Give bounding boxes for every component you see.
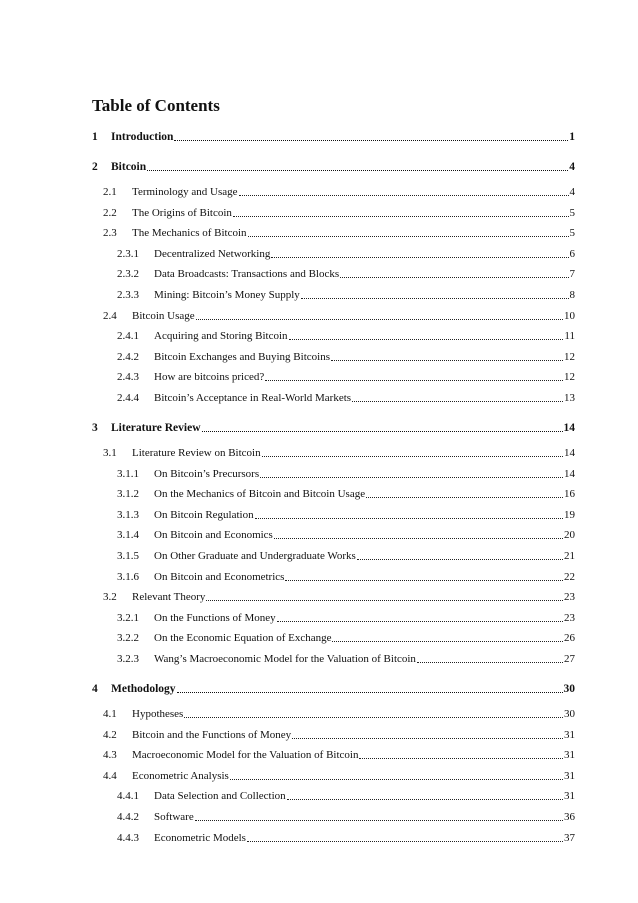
dot-leader <box>239 185 569 196</box>
toc-entry-number: 2.2 <box>103 207 117 219</box>
toc-entry-page-number: 30 <box>564 708 575 720</box>
dot-leader <box>287 789 563 800</box>
dot-leader <box>174 130 568 141</box>
toc-entry-label: Decentralized Networking <box>154 248 271 260</box>
toc-entry-label: Relevant Theory <box>132 591 206 603</box>
toc-entry-number: 4.3 <box>103 749 117 761</box>
toc-entry-label: Terminology and Usage <box>132 186 238 198</box>
toc-entry-3[interactable] <box>92 418 575 434</box>
toc-entry-label: On Bitcoin Regulation <box>154 509 254 521</box>
toc-entry-2-4-3[interactable] <box>117 367 575 383</box>
dot-leader <box>230 769 563 780</box>
toc-entry-number: 2.3.3 <box>117 289 139 301</box>
toc-entry-4-4-3[interactable] <box>117 828 575 844</box>
toc-entry-label: Data Selection and Collection <box>154 790 286 802</box>
toc-entry-number: 3.2.2 <box>117 632 139 644</box>
toc-entry-4-4-1[interactable] <box>117 786 575 802</box>
toc-entry-number: 2.3 <box>103 227 117 239</box>
toc-entry-2-4[interactable] <box>103 306 575 322</box>
toc-entry-page-number: 31 <box>564 770 575 782</box>
toc-entry-number: 4.4.2 <box>117 811 139 823</box>
dot-leader <box>417 652 563 663</box>
toc-entry-3-2[interactable] <box>103 587 575 603</box>
toc-entry-number: 4.2 <box>103 729 117 741</box>
toc-entry-3-1-4[interactable] <box>117 525 575 541</box>
toc-entry-label: Literature Review <box>111 422 201 434</box>
toc-entry-number: 3.1.6 <box>117 571 139 583</box>
toc-entry-label: Macroeconomic Model for the Valuation of Bitcoin <box>132 749 359 761</box>
toc-entry-page-number: 23 <box>564 591 575 603</box>
toc-entry-label: Econometric Models <box>154 832 246 844</box>
toc-entry-page-number: 23 <box>564 612 575 624</box>
toc-entry-number: 3.1.4 <box>117 529 139 541</box>
toc-entry-page-number: 12 <box>564 351 575 363</box>
toc-entry-number: 4.4.3 <box>117 832 139 844</box>
toc-entry-page-number: 36 <box>564 811 575 823</box>
toc-entry-label: On the Economic Equation of Exchange <box>154 632 332 644</box>
toc-entry-label: On Bitcoin’s Precursors <box>154 468 260 480</box>
toc-entry-3-1-5[interactable] <box>117 546 575 562</box>
toc-entry-4-4[interactable] <box>103 766 575 782</box>
toc-entry-page-number: 14 <box>564 447 575 459</box>
toc-entry-page-number: 16 <box>564 488 575 500</box>
dot-leader <box>184 707 563 718</box>
dot-leader <box>271 247 568 258</box>
toc-entry-2-1[interactable] <box>103 182 575 198</box>
toc-entry-label: On Bitcoin and Economics <box>154 529 273 541</box>
toc-entry-number: 3.1 <box>103 447 117 459</box>
dot-leader <box>255 508 563 519</box>
dot-leader <box>147 160 568 171</box>
toc-entry-number: 3.1.5 <box>117 550 139 562</box>
toc-entry-number: 4.4.1 <box>117 790 139 802</box>
toc-entry-2-2[interactable] <box>103 203 575 219</box>
toc-entry-page-number: 5 <box>569 207 575 219</box>
toc-entry-page-number: 12 <box>564 371 575 383</box>
toc-entry-label: Acquiring and Storing Bitcoin <box>154 330 288 342</box>
toc-entry-page-number: 14 <box>563 422 575 434</box>
toc-entry-number: 3.1.3 <box>117 509 139 521</box>
dot-leader <box>285 570 563 581</box>
toc-entry-4-2[interactable] <box>103 725 575 741</box>
toc-entry-2-3-3[interactable] <box>117 285 575 301</box>
dot-leader <box>331 350 563 361</box>
toc-entry-number: 2.4.1 <box>117 330 139 342</box>
toc-entry-page-number: 27 <box>564 653 575 665</box>
dot-leader <box>352 391 563 402</box>
toc-entry-label: On Bitcoin and Econometrics <box>154 571 285 583</box>
toc-entry-label: Bitcoin and the Functions of Money <box>132 729 292 741</box>
toc-entry-2-4-1[interactable] <box>117 326 575 342</box>
toc-entry-label: How are bitcoins priced? <box>154 371 265 383</box>
dot-leader <box>202 421 563 432</box>
toc-entry-number: 3.2 <box>103 591 117 603</box>
toc-entry-page-number: 31 <box>564 749 575 761</box>
toc-entry-label: Software <box>154 811 194 823</box>
toc-entry-label: On Other Graduate and Undergraduate Works <box>154 550 356 562</box>
toc-entry-number: 2.3.1 <box>117 248 139 260</box>
dot-leader <box>233 206 569 217</box>
toc-entry-2-4-4[interactable] <box>117 388 575 404</box>
toc-entry-page-number: 37 <box>564 832 575 844</box>
toc-entry-2[interactable] <box>92 157 575 173</box>
toc-entry-label: Literature Review on Bitcoin <box>132 447 261 459</box>
dot-leader <box>265 370 563 381</box>
dot-leader <box>262 446 563 457</box>
dot-leader <box>196 309 563 320</box>
toc-entry-number: 3.1.1 <box>117 468 139 480</box>
toc-entry-3-2-1[interactable] <box>117 608 575 624</box>
toc-entry-label: Bitcoin Usage <box>132 310 195 322</box>
dot-leader <box>301 288 569 299</box>
toc-entry-page-number: 8 <box>569 289 575 301</box>
dot-leader <box>359 748 563 759</box>
toc-entry-page-number: 26 <box>564 632 575 644</box>
toc-entry-label: The Origins of Bitcoin <box>132 207 232 219</box>
toc-entry-label: Methodology <box>111 683 176 695</box>
toc-entry-2-3-1[interactable] <box>117 244 575 260</box>
toc-entry-page-number: 10 <box>564 310 575 322</box>
toc-entry-3-1[interactable] <box>103 443 575 459</box>
toc-entry-1[interactable] <box>92 127 575 143</box>
toc-entry-number: 3.2.3 <box>117 653 139 665</box>
toc-entry-label: The Mechanics of Bitcoin <box>132 227 247 239</box>
dot-leader <box>247 831 563 842</box>
toc-entry-2-4-2[interactable] <box>117 347 575 363</box>
toc-entry-page-number: 5 <box>569 227 575 239</box>
page-title: Table of Contents <box>92 96 220 115</box>
toc-entry-number: 4.1 <box>103 708 117 720</box>
toc-entry-page-number: 7 <box>569 268 575 280</box>
toc-entry-3-2-3[interactable] <box>117 649 575 665</box>
toc-entry-4-3[interactable] <box>103 745 575 761</box>
toc-entry-3-2-2[interactable] <box>117 628 575 644</box>
toc-entry-number: 4 <box>92 683 98 695</box>
toc-entry-number: 2.4 <box>103 310 117 322</box>
dot-leader <box>206 590 563 601</box>
dot-leader <box>177 682 563 693</box>
toc-entry-page-number: 20 <box>564 529 575 541</box>
toc-entry-label: Econometric Analysis <box>132 770 229 782</box>
toc-entry-number: 1 <box>92 131 98 143</box>
dot-leader <box>289 329 564 340</box>
toc-entry-number: 3.2.1 <box>117 612 139 624</box>
toc-entry-number: 2.4.4 <box>117 392 139 404</box>
toc-entry-label: On the Functions of Money <box>154 612 276 624</box>
toc-entry-label: Hypotheses <box>132 708 184 720</box>
dot-leader <box>277 611 563 622</box>
dot-leader <box>260 467 563 478</box>
toc-entry-2-3[interactable] <box>103 223 575 239</box>
dot-leader <box>357 549 563 560</box>
toc-entry-label: Wang’s Macroeconomic Model for the Valuation of Bitcoin <box>154 653 416 665</box>
toc-entry-3-1-6[interactable] <box>117 567 575 583</box>
toc-entry-3-1-1[interactable] <box>117 464 575 480</box>
toc-entry-label: Bitcoin’s Acceptance in Real-World Markets <box>154 392 352 404</box>
toc-entry-page-number: 4 <box>569 161 575 173</box>
toc-entry-number: 2.1 <box>103 186 117 198</box>
toc-entry-page-number: 21 <box>564 550 575 562</box>
toc-entry-4-4-2[interactable] <box>117 807 575 823</box>
dot-leader <box>292 728 563 739</box>
toc-entry-label: Data Broadcasts: Transactions and Blocks <box>154 268 340 280</box>
dot-leader <box>274 528 563 539</box>
toc-entry-3-1-2[interactable] <box>117 484 575 500</box>
toc-entry-number: 3 <box>92 422 98 434</box>
dot-leader <box>340 267 568 278</box>
toc-entry-page-number: 22 <box>564 571 575 583</box>
toc-entry-number: 2.3.2 <box>117 268 139 280</box>
toc-entry-label: On the Mechanics of Bitcoin and Bitcoin Usage <box>154 488 366 500</box>
toc-entry-page-number: 31 <box>564 790 575 802</box>
toc-entry-2-3-2[interactable] <box>117 264 575 280</box>
toc-entry-page-number: 11 <box>564 330 575 342</box>
toc-entry-4-1[interactable] <box>103 704 575 720</box>
toc-entry-page-number: 13 <box>564 392 575 404</box>
toc-entry-page-number: 1 <box>569 131 575 143</box>
toc-entry-number: 3.1.2 <box>117 488 139 500</box>
toc-entry-label: Mining: Bitcoin’s Money Supply <box>154 289 300 301</box>
toc-entry-page-number: 31 <box>564 729 575 741</box>
toc-entry-label: Introduction <box>111 131 174 143</box>
dot-leader <box>366 487 563 498</box>
dot-leader <box>195 810 563 821</box>
toc-entry-number: 2 <box>92 161 98 173</box>
toc-entry-page-number: 6 <box>569 248 575 260</box>
toc-entry-number: 2.4.3 <box>117 371 139 383</box>
toc-entry-label: Bitcoin Exchanges and Buying Bitcoins <box>154 351 330 363</box>
toc-entry-page-number: 4 <box>569 186 575 198</box>
dot-leader <box>332 631 563 642</box>
toc-entry-label: Bitcoin <box>111 161 147 173</box>
toc-entry-page-number: 19 <box>564 509 575 521</box>
toc-entry-page-number: 30 <box>563 683 575 695</box>
toc-entry-3-1-3[interactable] <box>117 505 575 521</box>
toc-entry-number: 4.4 <box>103 770 117 782</box>
toc-entry-number: 2.4.2 <box>117 351 139 363</box>
dot-leader <box>248 226 569 237</box>
toc-entry-4[interactable] <box>92 679 575 695</box>
toc-entry-page-number: 14 <box>564 468 575 480</box>
